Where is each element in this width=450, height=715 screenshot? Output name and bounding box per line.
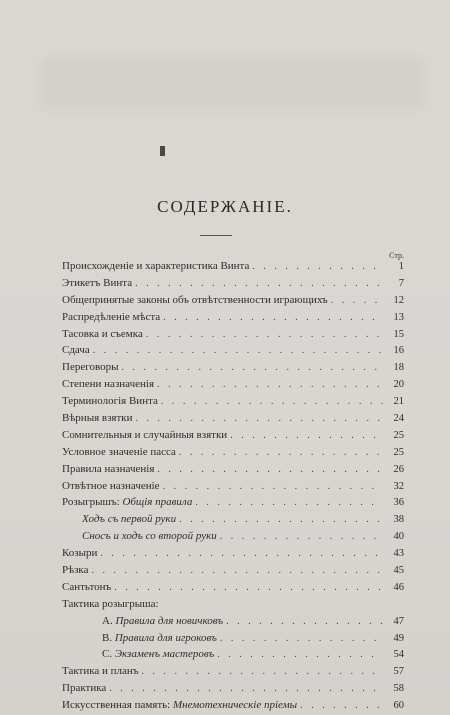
toc-entry-text: Рѣзка: [62, 564, 89, 577]
toc-entry: [62, 376, 404, 393]
dot-leader: [163, 310, 383, 327]
dot-leader: [230, 428, 383, 445]
toc-entry-label: [62, 663, 139, 680]
toc-entry: [62, 545, 404, 562]
page-number: 60: [393, 700, 404, 712]
dot-leader: [100, 546, 383, 563]
toc-entry-text: Правила назначенія: [62, 462, 155, 475]
toc-entry-text: Козыри: [62, 547, 98, 560]
toc-entry-label: [62, 309, 160, 326]
toc-entry-text: Тактика розыгрыша:: [62, 597, 159, 610]
toc-entry-text: Распредѣленіе мѣста: [62, 310, 161, 323]
toc-entry: [62, 342, 404, 359]
toc-entry-label: [62, 494, 192, 511]
page-number: 21: [393, 396, 404, 408]
page-number: 38: [393, 514, 404, 526]
dot-leader: [146, 327, 383, 344]
title-divider: [200, 235, 232, 236]
table-of-contents: [62, 258, 404, 714]
page-column-header: Стр.: [389, 251, 404, 260]
toc-entry-label: [62, 376, 154, 393]
toc-entry-label: [102, 630, 217, 647]
toc-entry-text: Тасовка и съемка: [62, 327, 143, 340]
dot-leader: [331, 293, 383, 310]
dot-leader: [179, 512, 383, 529]
toc-entry-label: [62, 545, 97, 562]
dot-leader: [136, 411, 383, 428]
toc-entry-label: [62, 359, 118, 376]
toc-entry-text: C.: [102, 648, 113, 661]
toc-entry-text: Отвѣтное назначеніе: [62, 479, 160, 492]
toc-entry: [62, 258, 404, 275]
toc-entry-label: [62, 596, 159, 613]
toc-entry-label: [62, 275, 132, 292]
toc-entry: [62, 646, 404, 663]
dot-leader: [220, 529, 383, 546]
page-number: 26: [393, 463, 404, 475]
toc-entry-label: [62, 258, 249, 275]
toc-entry: [62, 494, 404, 511]
page-number: 18: [393, 362, 404, 374]
page-number: 12: [393, 294, 404, 306]
dot-leader: [179, 445, 383, 462]
toc-entry: [62, 427, 404, 444]
dot-leader: [109, 681, 383, 698]
toc-entry-subtitle: Правила для новичковъ: [115, 614, 224, 627]
toc-entry: [62, 613, 404, 630]
toc-entry-subtitle: Общія правила: [122, 496, 193, 509]
toc-entry-text: Общепринятые законы объ отвѣтственности играющихъ: [62, 293, 328, 306]
page-number: 45: [393, 565, 404, 577]
toc-entry-label: [62, 410, 133, 427]
toc-entry-text: Тактика и планъ: [62, 665, 139, 678]
toc-entry: [62, 579, 404, 596]
page-number: 58: [393, 683, 404, 695]
dot-leader: [163, 479, 383, 496]
toc-entry: [62, 292, 404, 309]
dot-leader: [195, 495, 383, 512]
page-number: 57: [393, 666, 404, 678]
toc-entry-label: [62, 292, 328, 309]
toc-entry-label: [82, 528, 217, 545]
page-title: СОДЕРЖАНІЕ.: [157, 197, 293, 216]
toc-entry: [62, 478, 404, 495]
toc-entry-text: Практика: [62, 682, 107, 695]
toc-entry-label: [62, 680, 106, 697]
toc-entry-subtitle: Сносъ и ходъ со второй руки: [82, 530, 217, 543]
page-number: 49: [393, 632, 404, 644]
page-number: 47: [393, 615, 404, 627]
toc-entry-label: [102, 646, 214, 663]
toc-entry-label: [62, 393, 158, 410]
page-number: 15: [393, 328, 404, 340]
page-number: 24: [393, 413, 404, 425]
toc-entry: [62, 461, 404, 478]
toc-entry: [62, 697, 404, 714]
toc-entry-text: Происхожденіе и характеристика Винта: [62, 260, 250, 272]
dot-leader: [135, 276, 383, 293]
toc-entry-label: [62, 427, 227, 444]
toc-entry-label: [62, 478, 160, 495]
page-number: 16: [393, 345, 404, 357]
toc-entry: [62, 444, 404, 461]
toc-entry: [62, 410, 404, 427]
page-number: 1: [398, 261, 404, 272]
toc-entry: [62, 596, 404, 613]
dot-leader: [161, 394, 383, 411]
toc-entry: [62, 275, 404, 292]
dot-leader: [220, 631, 383, 648]
toc-entry: [62, 663, 404, 680]
toc-entry: [62, 680, 404, 697]
page-number: 7: [398, 277, 404, 289]
dot-leader: [142, 664, 383, 681]
show-through-text: [40, 58, 425, 108]
dot-leader: [217, 647, 383, 664]
ink-mark: [160, 146, 165, 156]
toc-entry: [62, 309, 404, 326]
toc-entry-subtitle: Правила для игроковъ: [114, 631, 217, 644]
dot-leader: [157, 462, 383, 479]
toc-entry-text: Розыгрышъ:: [62, 496, 120, 509]
toc-entry-text: B.: [102, 631, 113, 644]
dot-leader: [300, 698, 383, 715]
toc-entry-subtitle: Экзаменъ мастеровъ: [114, 648, 215, 661]
toc-entry: [62, 359, 404, 376]
page-number: 20: [393, 379, 404, 391]
page-number: 46: [393, 581, 404, 593]
toc-entry-text: Условное значеніе пасса: [62, 445, 176, 458]
toc-entry-label: [62, 326, 143, 343]
page-number: 13: [393, 311, 404, 323]
toc-entry-text: Сантьтонъ: [62, 580, 112, 593]
toc-entry-label: [62, 342, 90, 359]
toc-entry: [62, 562, 404, 579]
toc-entry-label: [82, 511, 176, 528]
toc-entry-text: Сомнительныя и случайныя взятки: [62, 428, 228, 441]
page-number: 25: [393, 429, 404, 441]
toc-entry: [62, 326, 404, 343]
page-number: 43: [393, 548, 404, 560]
dot-leader: [252, 259, 383, 276]
dot-leader: [92, 563, 384, 580]
toc-entry-text: Сдача: [62, 344, 90, 357]
toc-entry-label: [62, 697, 297, 714]
page-number: 32: [393, 480, 404, 492]
toc-entry-text: Степени назначенія: [62, 378, 155, 391]
dot-leader: [226, 614, 383, 631]
toc-entry-label: [102, 613, 223, 630]
toc-entry-label: [62, 461, 154, 478]
toc-entry-label: [62, 579, 111, 596]
toc-entry-text: A.: [102, 614, 113, 627]
toc-entry-text: Искусственная память:: [62, 699, 171, 712]
page-number: 54: [393, 649, 404, 661]
toc-entry-text: Вѣрныя взятки: [62, 412, 133, 425]
page-number: 25: [393, 446, 404, 458]
toc-entry-text: Переговоры: [62, 361, 119, 374]
dot-leader: [114, 580, 383, 597]
page-number: 36: [393, 497, 404, 509]
dot-leader: [121, 360, 383, 377]
toc-entry-text: Терминологія Винта: [62, 395, 158, 408]
toc-entry-label: [62, 562, 89, 579]
toc-entry-subtitle: Ходъ съ первой руки: [82, 513, 177, 526]
toc-entry: [62, 528, 404, 545]
dot-leader: [93, 343, 383, 360]
page-number: 40: [393, 531, 404, 543]
toc-entry-subtitle: Мнемотехническіе пріемы: [172, 699, 298, 712]
toc-entry: [62, 393, 404, 410]
toc-entry: [62, 630, 404, 647]
dot-leader: [157, 377, 383, 394]
toc-entry-text: Этикетъ Винта: [62, 276, 133, 289]
toc-entry-label: [62, 444, 176, 461]
toc-entry: [62, 511, 404, 528]
